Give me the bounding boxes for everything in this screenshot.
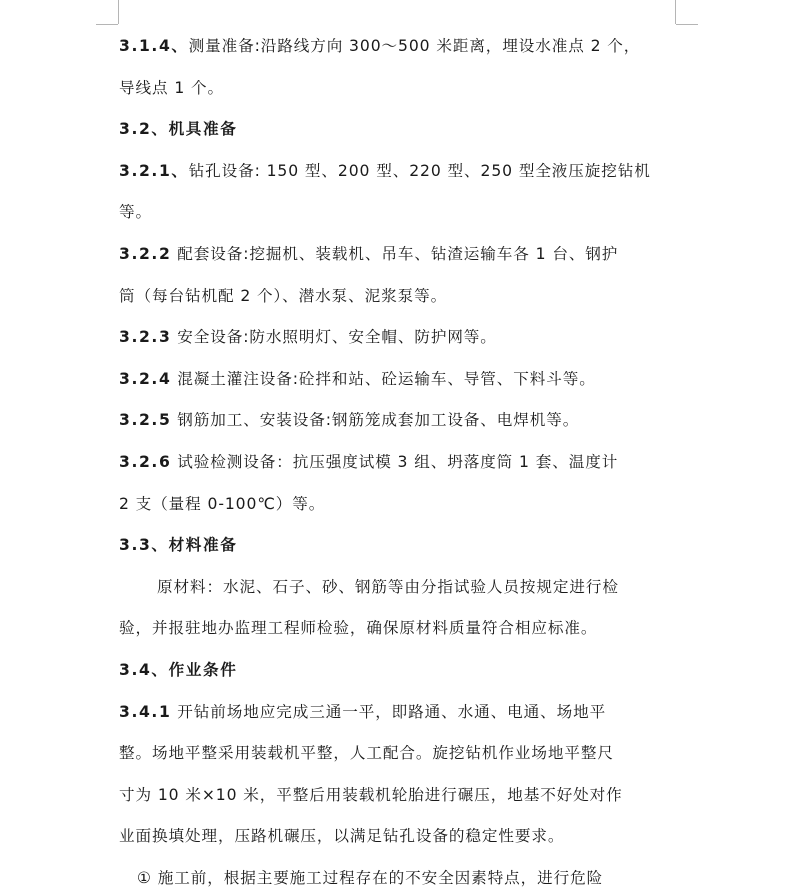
section-number: 3.2.3 [119,328,172,347]
paragraph-3-2-3 [119,317,679,359]
paragraph-text: 开钻前场地应完成三通一平，即路通、水通、电通、场地平 [171,702,607,721]
section-heading: 3.3、材料准备 [119,536,238,555]
paragraph-text: 导线点 1 个。 [119,78,225,97]
paragraph-text: 钻孔设备: 150 型、200 型、220 型、250 型全液压旋挖钻机 [188,161,651,180]
paragraph-text: 等。 [119,203,152,222]
paragraph-3-2-2-line-1 [119,234,679,276]
heading-3-2 [119,109,679,151]
paragraph-3-1-4-line-2 [119,68,679,110]
section-number: 3.1.4、 [119,37,189,55]
paragraph-text: 寸为 10 米×10 米，平整后用装载机轮胎进行碾压，地基不好处对作 [119,785,623,804]
paragraph-text: 原材料：水泥、石子、砂、钢筋等由分指试验人员按规定进行检 [157,577,619,596]
paragraph-text: 试验检测设备：抗压强度试模 3 组、坍落度筒 1 套、温度计 [171,452,619,471]
paragraph-3-2-6-line-2 [119,484,679,526]
heading-3-4 [119,650,679,692]
section-heading: 3.4、作业条件 [119,660,238,679]
paragraph-text: ① 施工前，根据主要施工过程存在的不安全因素特点，进行危险 [137,868,604,887]
paragraph-text: 混凝土灌注设备:砼拌和站、砼运输车、导管、下料斗等。 [171,369,596,388]
document-body [119,26,679,888]
crop-mark-left-horizontal [96,24,118,25]
paragraph-3-2-2-line-2 [119,276,679,318]
paragraph-text: 筒（每台钻机配 2 个）、潜水泵、泥浆泵等。 [119,286,448,305]
paragraph-text: 整。场地平整采用装载机平整，人工配合。旋挖钻机作业场地平整尺 [119,744,614,763]
paragraph-text: 验，并报驻地办监理工程师检验，确保原材料质量符合相应标准。 [119,619,598,638]
paragraph-text: 钢筋加工、安装设备:钢筋笼成套加工设备、电焊机等。 [171,411,580,430]
paragraph-3-3-line-2 [119,608,679,650]
section-number: 3.2.2 [119,244,172,263]
paragraph-3-2-6-line-1 [119,442,679,484]
heading-3-3 [119,525,679,567]
section-number: 3.4.1 [119,702,172,721]
paragraph-3-2-1-line-2 [119,192,679,234]
paragraph-cutoff-line [119,858,679,888]
paragraph-text: 业面换填处理，压路机碾压，以满足钻孔设备的稳定性要求。 [119,827,565,846]
section-number: 3.2.4 [119,369,172,388]
paragraph-text: 安全设备:防水照明灯、安全帽、防护网等。 [171,328,497,347]
paragraph-text: 配套设备:挖掘机、装载机、吊车、钻渣运输车各 1 台、钢护 [171,244,619,263]
paragraph-3-3-line-1 [119,567,679,609]
crop-mark-left-vertical [118,0,119,24]
paragraph-3-1-4-line-1 [119,26,679,68]
paragraph-text: 2 支（量程 0-100℃）等。 [119,494,326,513]
crop-mark-right-vertical [675,0,676,24]
paragraph-text: 测量准备:沿路线方向 300～500 米距离，埋设水准点 2 个， [188,37,641,55]
crop-mark-right-horizontal [676,24,698,25]
section-number: 3.2.5 [119,411,172,430]
paragraph-3-4-1-line-3 [119,775,679,817]
paragraph-3-4-1-line-1 [119,692,679,734]
section-number: 3.2.1、 [119,161,189,180]
paragraph-3-2-4 [119,359,679,401]
section-number: 3.2.6 [119,452,172,471]
section-heading: 3.2、机具准备 [119,120,238,139]
paragraph-3-2-1-line-1 [119,151,679,193]
paragraph-3-4-1-line-2 [119,733,679,775]
paragraph-3-4-1-line-4 [119,816,679,858]
paragraph-3-2-5 [119,400,679,442]
